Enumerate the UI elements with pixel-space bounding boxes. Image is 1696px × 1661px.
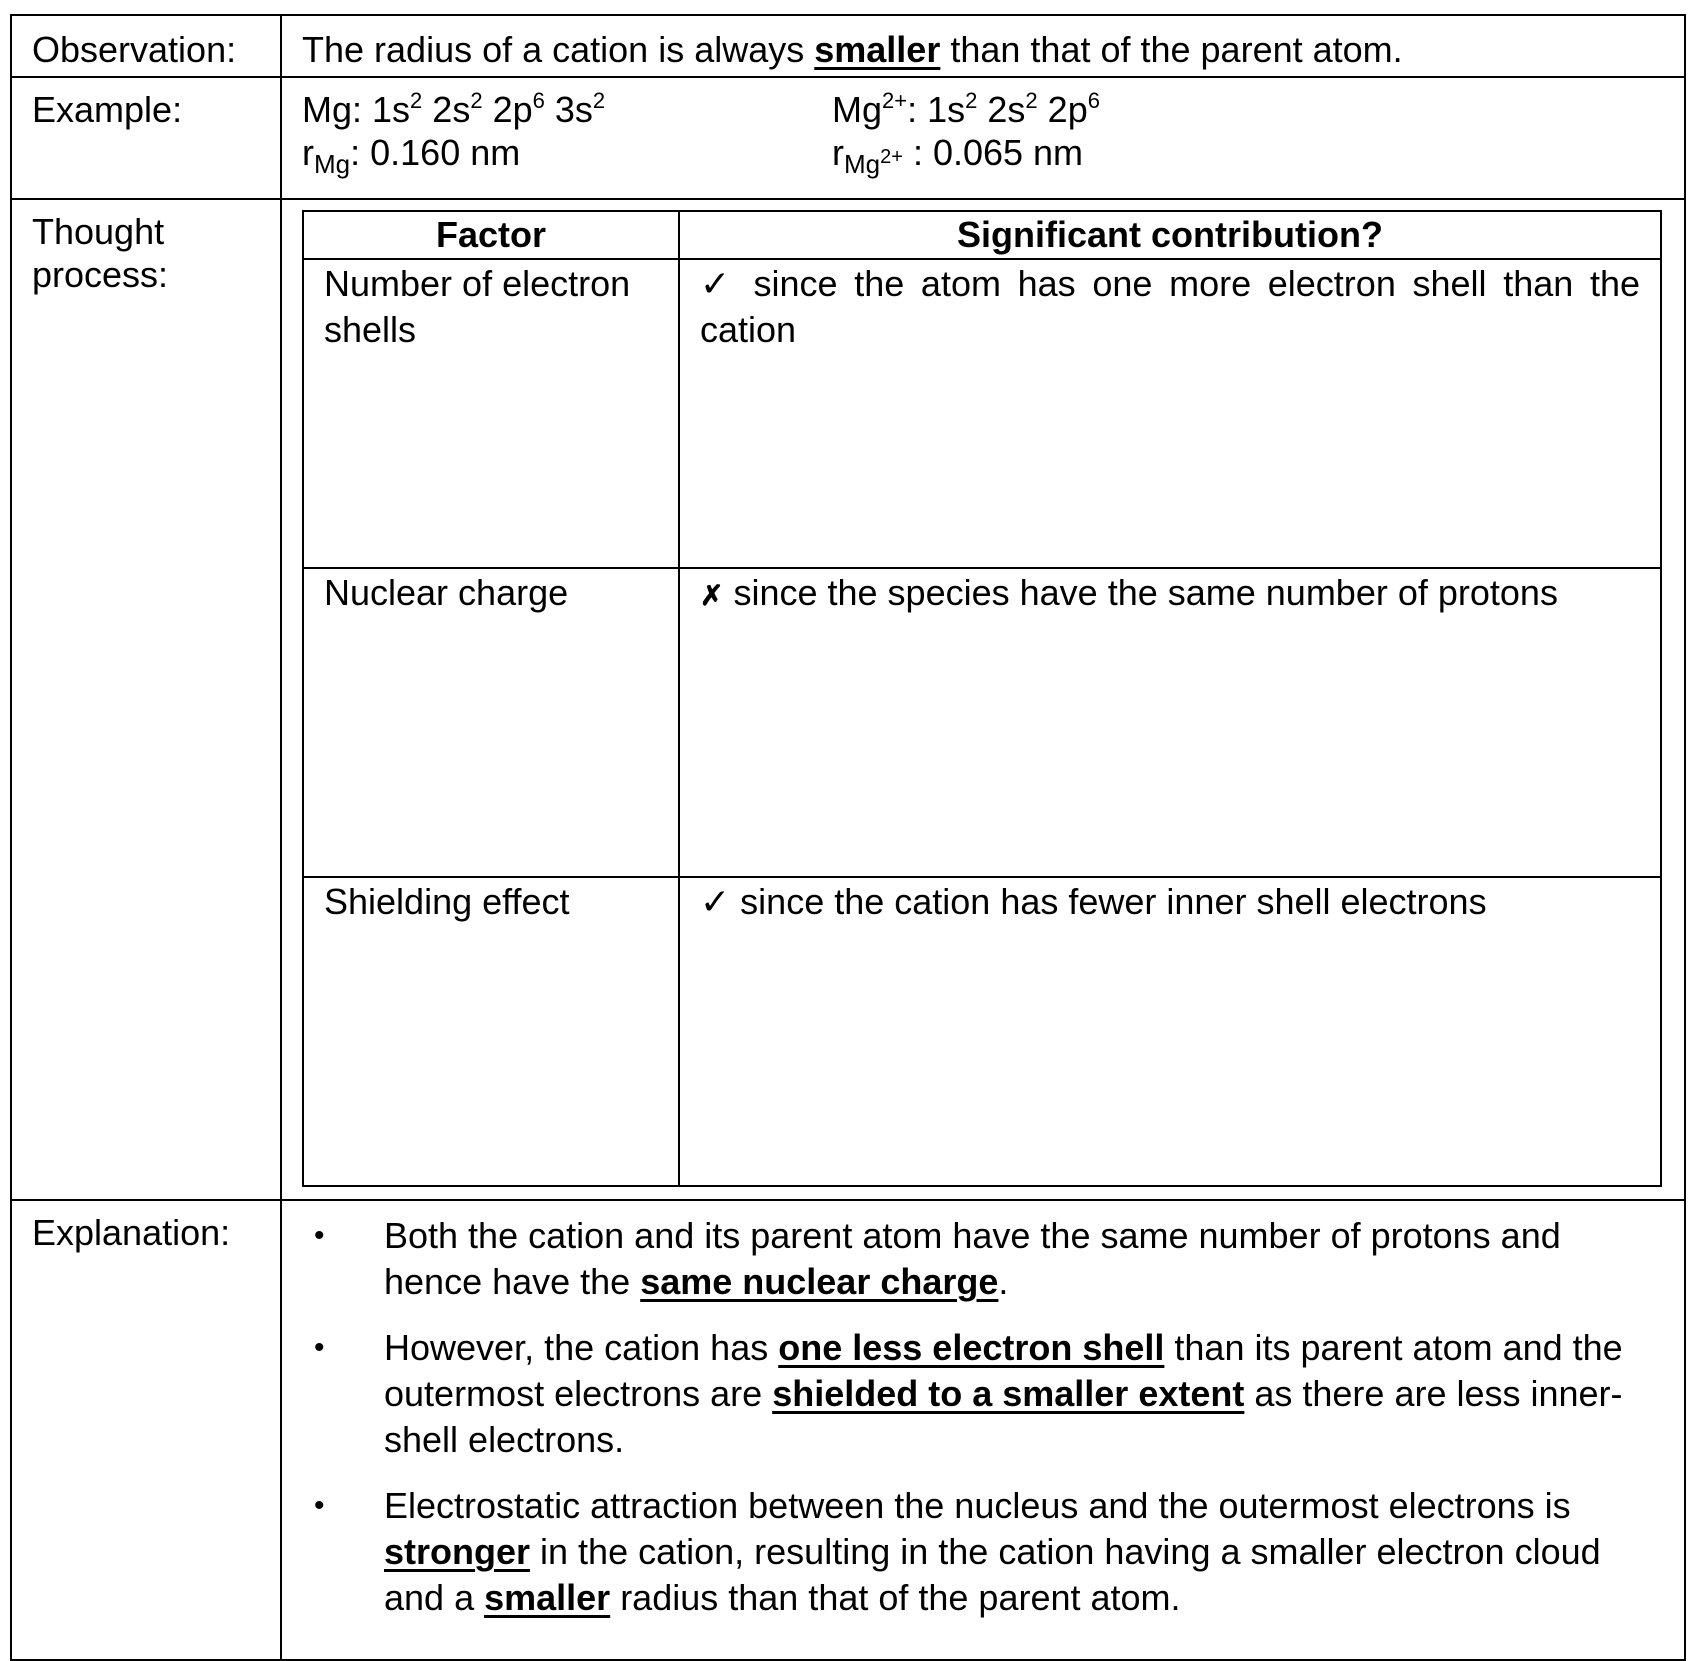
factor-table (302, 210, 1662, 1187)
cross-icon: ✗ (700, 580, 724, 611)
factor-name: Nuclear charge (303, 568, 679, 877)
mg-ion-radius: $r_{Mg^{2+}}$ : 0.065 nm (832, 132, 1084, 180)
explanation-content (281, 1200, 1685, 1660)
cation-radius-table (10, 14, 1686, 1661)
list-item: • Electrostatic attraction between the nucleus and the outermost electrons is stronger in the cation, resulting in the cation having a smaller electron cloud and a smaller radius than that of the parent atom. (314, 1485, 1601, 1618)
list-item: • Both the cation and its parent atom have the same number of protons and hence have the same nuclear charge. (314, 1215, 1561, 1302)
example-content (281, 77, 1685, 199)
list-item: • However, the cation has one less electron shell than its parent atom and the outermost electrons are shielded to a smaller extent as there are less inner-shell electrons. (314, 1327, 1623, 1460)
thought-process-label: Thought process: (11, 199, 281, 1200)
mg-radius: $r_{Mg}$: 0.160 nm (302, 132, 521, 180)
factor-row (303, 259, 1661, 568)
factor-name: Number of electron shells (303, 259, 679, 568)
observation-label: Observation: (11, 15, 281, 77)
mg-electron-config: Mg: $1s^2$ $2s^2$ $2p^6$ $3s^2$ (302, 88, 606, 130)
explanation-list (302, 1213, 1654, 1621)
factor-contribution: ✓ since the cation has fewer inner shell electrons (679, 877, 1661, 1186)
example-label: Example: (11, 77, 281, 199)
observation-emphasis: smaller (814, 29, 941, 70)
bullet-icon: • (314, 1489, 325, 1522)
thought-process-content (281, 199, 1685, 1200)
factor-contribution: ✗ since the species have the same number of protons (679, 568, 1661, 877)
thought-process-row (11, 199, 1685, 1200)
observation-text: The radius of a cation is always smaller than that of the parent atom. (281, 15, 1685, 77)
factor-row (303, 877, 1661, 1186)
factor-name: Shielding effect (303, 877, 679, 1186)
bullet-icon: • (314, 1219, 325, 1252)
factor-contribution: ✓ since the atom has one more electron shell than the cation (679, 259, 1661, 568)
observation-row (11, 15, 1685, 77)
factor-header: Factor (303, 211, 679, 259)
example-row (11, 77, 1685, 199)
bullet-icon: • (314, 1331, 325, 1364)
explanation-label: Explanation: (11, 1200, 281, 1660)
explanation-row (11, 1200, 1685, 1660)
contribution-header: Significant contribution? (679, 211, 1661, 259)
factor-row (303, 568, 1661, 877)
mg-ion-electron-config: $Mg^{2+}$: $1s^2$ $2s^2$ $2p^6$ (832, 88, 1100, 130)
factor-table-header (303, 211, 1661, 259)
check-icon: ✓ (700, 881, 731, 922)
check-icon: ✓ (700, 263, 737, 304)
